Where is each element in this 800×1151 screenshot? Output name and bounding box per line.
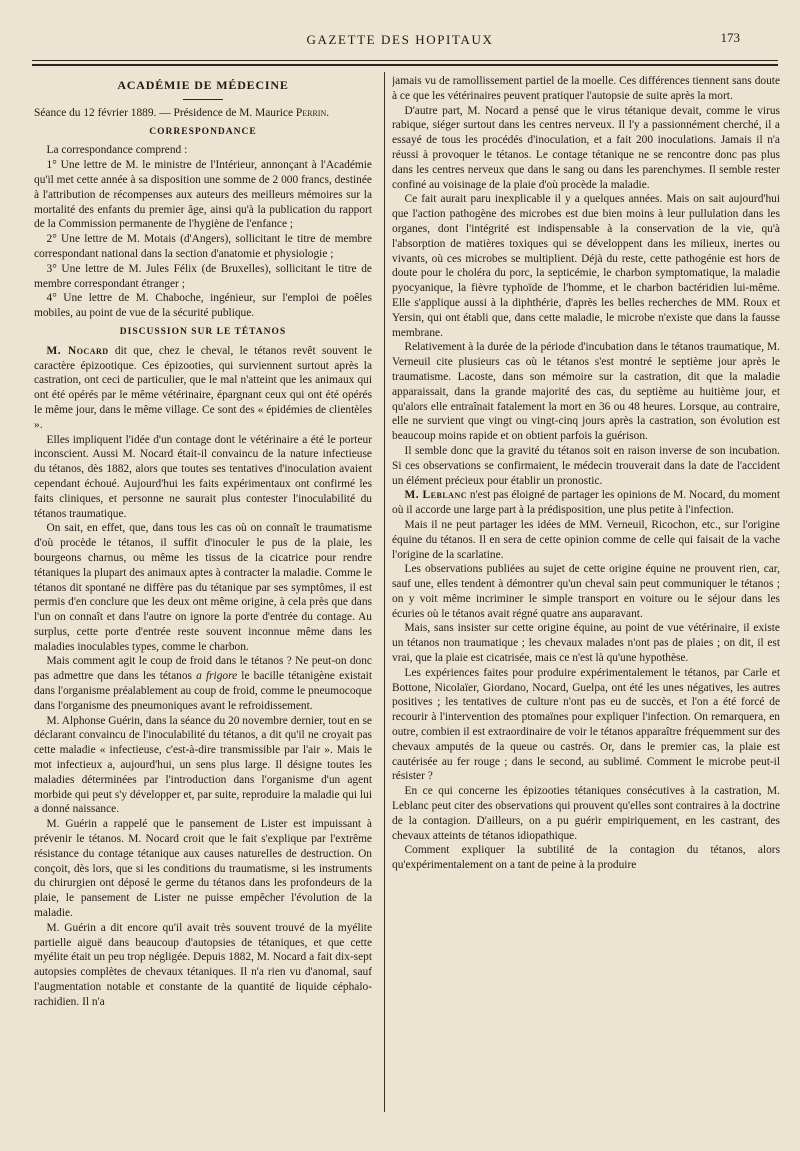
paragraph: D'autre part, M. Nocard a pensé que le virus tétanique devait, comme le virus rabique, siéger surtout dans les centres nerveux. Il l'y a passionnément cherché, il a essayé de tous les procédés d'inoculation, et a fait 200 inoculations. Jamais il n'a réussi à provoquer le tétanos. Le contage tétanique ne se rencontre donc pas plus dans les centres nerveux que dans le sang ou dans les parenchymes. Il semble rester confiné au voisinage de la plaie d'où procède la maladie. <box>392 104 780 191</box>
paragraph: Les observations publiées au sujet de cette origine équine ne prouvent rien, car, sauf une, elles tendent à démontrer qu'un cheval sain peut communiquer le tétanos ; on y voit même incriminer le simple transport en voiture ou le séjour dans les écuries où le tétanos avait régné quatre ans auparavant. <box>392 563 780 620</box>
paragraph: La correspondance comprend : <box>46 144 188 157</box>
section-title: ACADÉMIE DE MÉDECINE <box>117 78 289 92</box>
paragraph: M. Guérin a rappelé que le pansement de Lister est impuissant à prévenir le tétanos. M. Nocard croit que le fait s'explique par l'extrême résistance du contage tétanique aux causes naturelles de destruction. On conçoit, dès lors, que si les conditions du traumatisme, si les instruments du chirurgien ont déposé le germe du tétanos dans les profondeurs de la plaie, le pansement de Lister ne puisse empêcher l'évolution de la maladie. <box>34 818 372 920</box>
paragraph: M. Guérin a dit encore qu'il avait très souvent trouvé de la myélite partielle aiguë dans beaucoup d'autopsies de tétaniques, et que cette myélite était un peu trop négligée. Depuis 1882, M. Nocard a fait dix-sept autopsies complètes de chevaux tétaniques. Il n'a rien vu d'anomal, sauf l'augmentation notable et constante de la quantité de liquide céphalo-rachidien. Il n'a <box>34 921 372 1008</box>
paragraph <box>34 654 372 713</box>
paragraph-text: n'est pas éloigné de partager les opinions de M. Nocard, du moment où il accorde une large part à la prédisposition, une plus petite à l'infection. <box>392 489 780 517</box>
paragraph <box>392 488 780 518</box>
paragraph: En ce qui concerne les épizooties tétaniques consécutives à la castration, M. Leblanc peut citer des observations qui prouvent qu'elles sont contraires à la doctrine de la contagion. D'ailleurs, on a pu guérir empiriquement, en les castrant, des chevaux atteints de tétanos idiopathique. <box>392 785 780 842</box>
discussion-heading: DISCUSSION SUR LE TÉTANOS <box>119 326 287 337</box>
paragraph-text: le bacille tétanigène existait dans l'organisme préalablement au coup de froid, comme le pneumocoque dans l'organisme des pneumoniques avant le refroidissement. <box>34 670 372 712</box>
paragraph: 3° Une lettre de M. Jules Félix (de Bruxelles), sollicitant le titre de membre correspondant étranger ; <box>34 262 372 290</box>
italic-term: a frigore <box>196 670 238 683</box>
paragraph: Il semble donc que la gravité du tétanos soit en raison inverse de son incubation. Si ces observations se confirmaient, le médecin trouverait dans la date de l'accident un élément précieux pour établir un pronostic. <box>392 444 780 487</box>
session-prefix: Séance du 12 février 1889. — Présidence de M. Maurice <box>34 106 296 119</box>
paragraph: Les expériences faites pour produire expérimentalement le tétanos, par Carle et Bottone, Nicolaïer, Giordano, Nocard, Guelpa, ont été les unes négatives, les autres positives ; les tentatives de culture n'ont pas eu de succès, et l'on a été forcé de recourir à l'intervention des ptomaïnes pour expliquer l'infection. On remarquera, en outre, combien il est extraordinaire de voir le tétanos apparaître fréquemment sur des chevaux amputés de la queue ou castrés. Or, dans le premier cas, la plaie est cautérisée au fer rouge ; dans le second, au sublimé. Comment le microbe peut-il résister ? <box>392 666 780 783</box>
speaker-name: M. Leblanc <box>404 489 467 502</box>
paragraph: 2° Une lettre de M. Motais (d'Angers), sollicitant le titre de membre correspondant national dans la section d'anatomie et physiologie ; <box>34 233 372 260</box>
session-president: Perrin. <box>295 106 330 119</box>
paragraph: Mais, sans insister sur cette origine équine, au point de vue vétérinaire, il existe un tétanos non traumatique ; les chevaux malades n'ont pas de plaies ; on dit, il est vrai, que la plaie est cicatrisée, mais ce n'est là qu'une hypothèse. <box>392 622 780 665</box>
paragraph: Elles impliquent l'idée d'un contage dont le vétérinaire a été le porteur inconscient. Aussi M. Nocard était-il convaincu de la nature infectieuse du tétanos, dès 1882, alors que toutes ses tentatives d'inoculation avaient cependant échoué. Aujourd'hui les faits expérimentaux ont confirmé les faits cliniques, et personne ne saurait plus contester l'inoculabilité du tétanos traumatique. <box>34 433 372 520</box>
paragraph: 1° Une lettre de M. le ministre de l'Intérieur, annonçant à l'Académie qu'il met cette année à sa disposition une somme de 2 000 francs, destinée à l'attribution de récompenses aux auteurs des meilleurs mémoires sur la mortalité des enfants du premier âge, ainsi qu'à la publication du rapport de la Commission permanente de l'hygiène de l'enfance ; <box>34 159 372 231</box>
paragraph: 4° Une lettre de M. Chaboche, ingénieur, sur l'emploi de poêles mobiles, au point de vue de la sécurité publique. <box>34 292 372 320</box>
paragraph: On sait, en effet, que, dans tous les cas où on connaît le traumatisme d'où procède le tétanos, il suffit d'inoculer le pus de la plaie, les bourgeons charnus, ou même les tissus de la cicatrice pour rendre tétaniques la plupart des animaux aptes à contracter la maladie. Comme le tétanos dit spontané ne diffère pas du tétanique par ses symptômes, il est permis d'en conclure que les deux ont même origine, à cela près que dans l'un on connaît et dans l'autre on ignore la porte d'entrée du contage. Au surplus, cette porte d'entrée reste souvent inconnue même dans les maladies inoculables types, comme le charbon. <box>34 522 372 653</box>
page-number: 173 <box>720 30 740 45</box>
paragraph: Ce fait aurait paru inexplicable il y a quelques années. Mais on sait aujourd'hui que l'action pathogène des microbes est due bien moins à leur pullulation dans les organes, dont l'intégrité est indispensable à la conservation de la vie, qu'à l'absorption de matières toxiques qui se développent dans les milieux, inertes ou vivants, où ces microbes se multiplient. Déjà du reste, cette pathogénie est hors de doute pour le choléra du porc, la septicémie, le charbon symptomatique, la maladie pyocyanique, la fièvre typhoïde de l'homme, et le charbon bactéridien lui-même. Elle s'applique aussi à la diphthérie, d'après les belles recherches de MM. Roux et Yersin, qui ont établi que, dans cette maladie, le microbe n'existe que dans la fausse membrane. <box>392 193 780 339</box>
paragraph <box>34 344 372 433</box>
session-line <box>34 106 372 121</box>
paragraph: jamais vu de ramollissement partiel de la moelle. Ces différences tiennent sans doute à ce que les vétérinaires peuvent pratiquer l'autopsie de suite après la mort. <box>392 75 780 102</box>
running-head <box>0 30 800 52</box>
paragraph: Comment expliquer la subtilité de la contagion du tétanos, alors qu'expérimentalement on a tant de peine à la produire <box>392 844 780 872</box>
paragraph-text: Mais comment agit le coup de froid dans le tétanos ? Ne peut-on donc pas admettre que dans les tétanos <box>34 655 372 683</box>
correspondance-heading: CORRESPONDANCE <box>149 126 257 137</box>
header-rule-thick <box>32 64 778 66</box>
left-column <box>34 74 372 1114</box>
paragraph: Mais il ne peut partager les idées de MM. Verneuil, Ricochon, etc., sur l'origine équine du tétanos. Il en sera de cette opinion comme de celle qui faisait de la vache l'origine de la scarlatine. <box>392 518 780 561</box>
journal-title: GAZETTE DES HOPITAUX <box>306 32 494 47</box>
right-column <box>392 74 780 1114</box>
header-rule-thin <box>32 60 778 61</box>
paragraph: Relativement à la durée de la période d'incubation dans le tétanos traumatique, M. Verneuil cite plusieurs cas où le tétanos s'est montré le septième jour après le traumatisme. Lacoste, dans son mémoire sur la castration, dit que la maladie apparaissait, dans la grande majorité des cas, du septième au huitième jour, et qu'alors elle entraînait fatalement la mort en 36 ou 48 heures. Lorsque, au contraire, elle ne survient que vingt ou vingt-cinq jours après la castration, son évolution est beaucoup moins rapide et on obtient parfois la guérison. <box>392 341 780 443</box>
column-divider <box>384 72 385 1112</box>
paragraph: M. Alphonse Guérin, dans la séance du 20 novembre dernier, tout en se déclarant convaincu de l'inoculabilité du tétanos, a dit qu'il ne croyait pas cette maladie « infectieuse, c'est-à-dire transmissible par l'air ». Mais le mot infectieux a, aujourd'hui, un sens plus large. Il désigne toutes les maladies déterminées par l'introduction dans l'organisme d'un agent morbide qui peut s'y développer et, par suite, reproduire la maladie qui lui a donné naissance. <box>34 714 372 816</box>
speaker-name: M. Nocard <box>46 344 109 357</box>
paragraph-text: dit que, chez le cheval, le tétanos revêt souvent le caractère épizootique. Ces épizooties, qui surviennent surtout après la castration, ont ceci de particulier, que le mal n'atteint que les animaux qui ont été opérés par le même vétérinaire, épargnant ceux qui ont été opérés le même jour, dans le même village. Ce sont des « épidémies de clientèles ». <box>34 344 372 431</box>
section-rule <box>183 99 223 100</box>
